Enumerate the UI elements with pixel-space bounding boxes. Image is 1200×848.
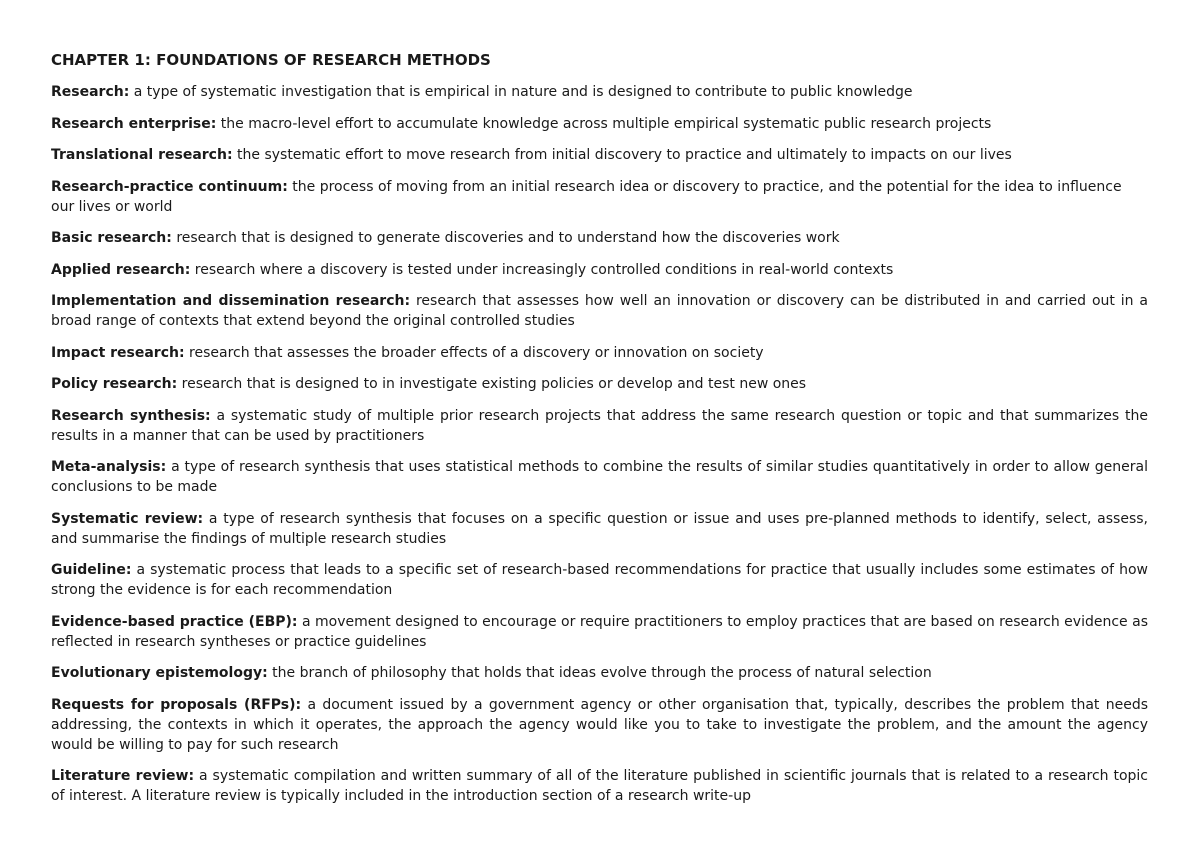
glossary-entry-applied-research [51, 260, 1148, 280]
glossary-term: Impact research: [51, 344, 185, 361]
glossary-entry-policy-research [51, 374, 1148, 394]
glossary-entry-evolutionary-epistemology [51, 663, 1148, 683]
glossary-term: Basic research: [51, 230, 172, 246]
glossary-entry-evidence-based-practice [51, 612, 1148, 652]
glossary-definition: a systematic study of multiple prior research projects that address the same research question or topic and that summarizes the results in a manner that can be used by practitioners [51, 407, 1149, 444]
glossary-term: Research-practice continuum: [51, 178, 288, 195]
glossary-entry-impact-research [51, 343, 1148, 363]
glossary-term: Systematic review: [51, 510, 204, 527]
document-page [51, 50, 1148, 818]
glossary-term: Research enterprise: [51, 115, 217, 132]
glossary-entry-translational-research [51, 145, 1148, 165]
glossary-definition: the systematic effort to move research from initial discovery to practice and ultimately to impacts on our lives [237, 147, 1012, 163]
glossary-definition: a type of research synthesis that focuses on a specific question or issue and uses pre-planned methods to identify, select, assess, and summarise the findings of multiple research studies [51, 510, 1148, 547]
glossary-definition: the macro-level effort to accumulate knowledge across multiple empirical systematic public research projects [220, 115, 992, 132]
glossary-definition: a document issued by a government agency or other organisation that, typically, describes the problem that needs addressing, the contexts in which it operates, the approach the agency would like you to take to investigate the problem, and the amount the agency would be willing to pay for such research [51, 696, 1148, 753]
glossary-entry-guideline [51, 560, 1148, 600]
glossary-term: Policy research: [51, 376, 178, 392]
glossary-definition: the branch of philosophy that holds that ideas evolve through the process of natural selection [272, 665, 932, 681]
glossary-entry-literature-review [51, 766, 1148, 806]
glossary-definition: a type of systematic investigation that is empirical in nature and is designed to contribute to public knowledge [133, 84, 913, 100]
glossary-entry-requests-for-proposals [51, 695, 1148, 755]
glossary-term: Implementation and dissemination research: [51, 293, 411, 309]
glossary-term: Evolutionary epistemology: [51, 665, 268, 681]
glossary-term: Meta-analysis: [51, 459, 167, 475]
glossary-definition: a systematic process that leads to a specific set of research-based recommendations for practice that usually includes some estimates of how strong the evidence is for each recommendation [51, 562, 1149, 598]
glossary-definition: research where a discovery is tested under increasingly controlled conditions in real-world contexts [194, 261, 894, 278]
glossary-entry-research-practice-continuum [51, 177, 1148, 217]
glossary-entry-meta-analysis [51, 457, 1148, 497]
glossary-term: Research synthesis: [51, 407, 211, 424]
glossary-term: Translational research: [51, 147, 233, 163]
glossary-definition: research that is designed to in investigate existing policies or develop and test new ones [181, 376, 807, 392]
glossary-definition: a type of research synthesis that uses statistical methods to combine the results of similar studies quantitatively in order to allow general conclusions to be made [51, 459, 1148, 495]
glossary-entry-systematic-review [51, 509, 1148, 549]
glossary-entry-implementation-dissemination-research [51, 291, 1148, 331]
glossary-term: Evidence-based practice (EBP): [51, 613, 298, 630]
glossary-entry-research-enterprise [51, 114, 1148, 134]
glossary-term: Applied research: [51, 261, 191, 278]
chapter-title: CHAPTER 1: FOUNDATIONS OF RESEARCH METHODS [51, 51, 491, 69]
glossary-definition: the process of moving from an initial research idea or discovery to practice, and the potential for the idea to influence our lives or world [51, 178, 1122, 215]
glossary-term: Requests for proposals (RFPs): [51, 696, 302, 713]
glossary-term: Guideline: [51, 562, 132, 578]
glossary-definition: research that assesses the broader effects of a discovery or innovation on society [189, 344, 764, 361]
glossary-definition: a movement designed to encourage or require practitioners to employ practices that are based on research evidence as reflected in research syntheses or practice guidelines [51, 613, 1148, 650]
glossary-definition: research that is designed to generate discoveries and to understand how the discoveries work [176, 230, 840, 246]
glossary-term: Literature review: [51, 768, 195, 784]
glossary-term: Research: [51, 84, 130, 100]
glossary-definition: research that assesses how well an innovation or discovery can be distributed in and carried out in a broad range of contexts that extend beyond the original controlled studies [51, 293, 1149, 329]
glossary-entry-basic-research [51, 228, 1148, 248]
glossary-definition: a systematic compilation and written summary of all of the literature published in scientific journals that is related to a research topic of interest. A literature review is typically included in the introduction section of a research write-up [51, 768, 1148, 804]
glossary-entry-research [51, 82, 1148, 102]
glossary-entry-research-synthesis [51, 406, 1148, 446]
